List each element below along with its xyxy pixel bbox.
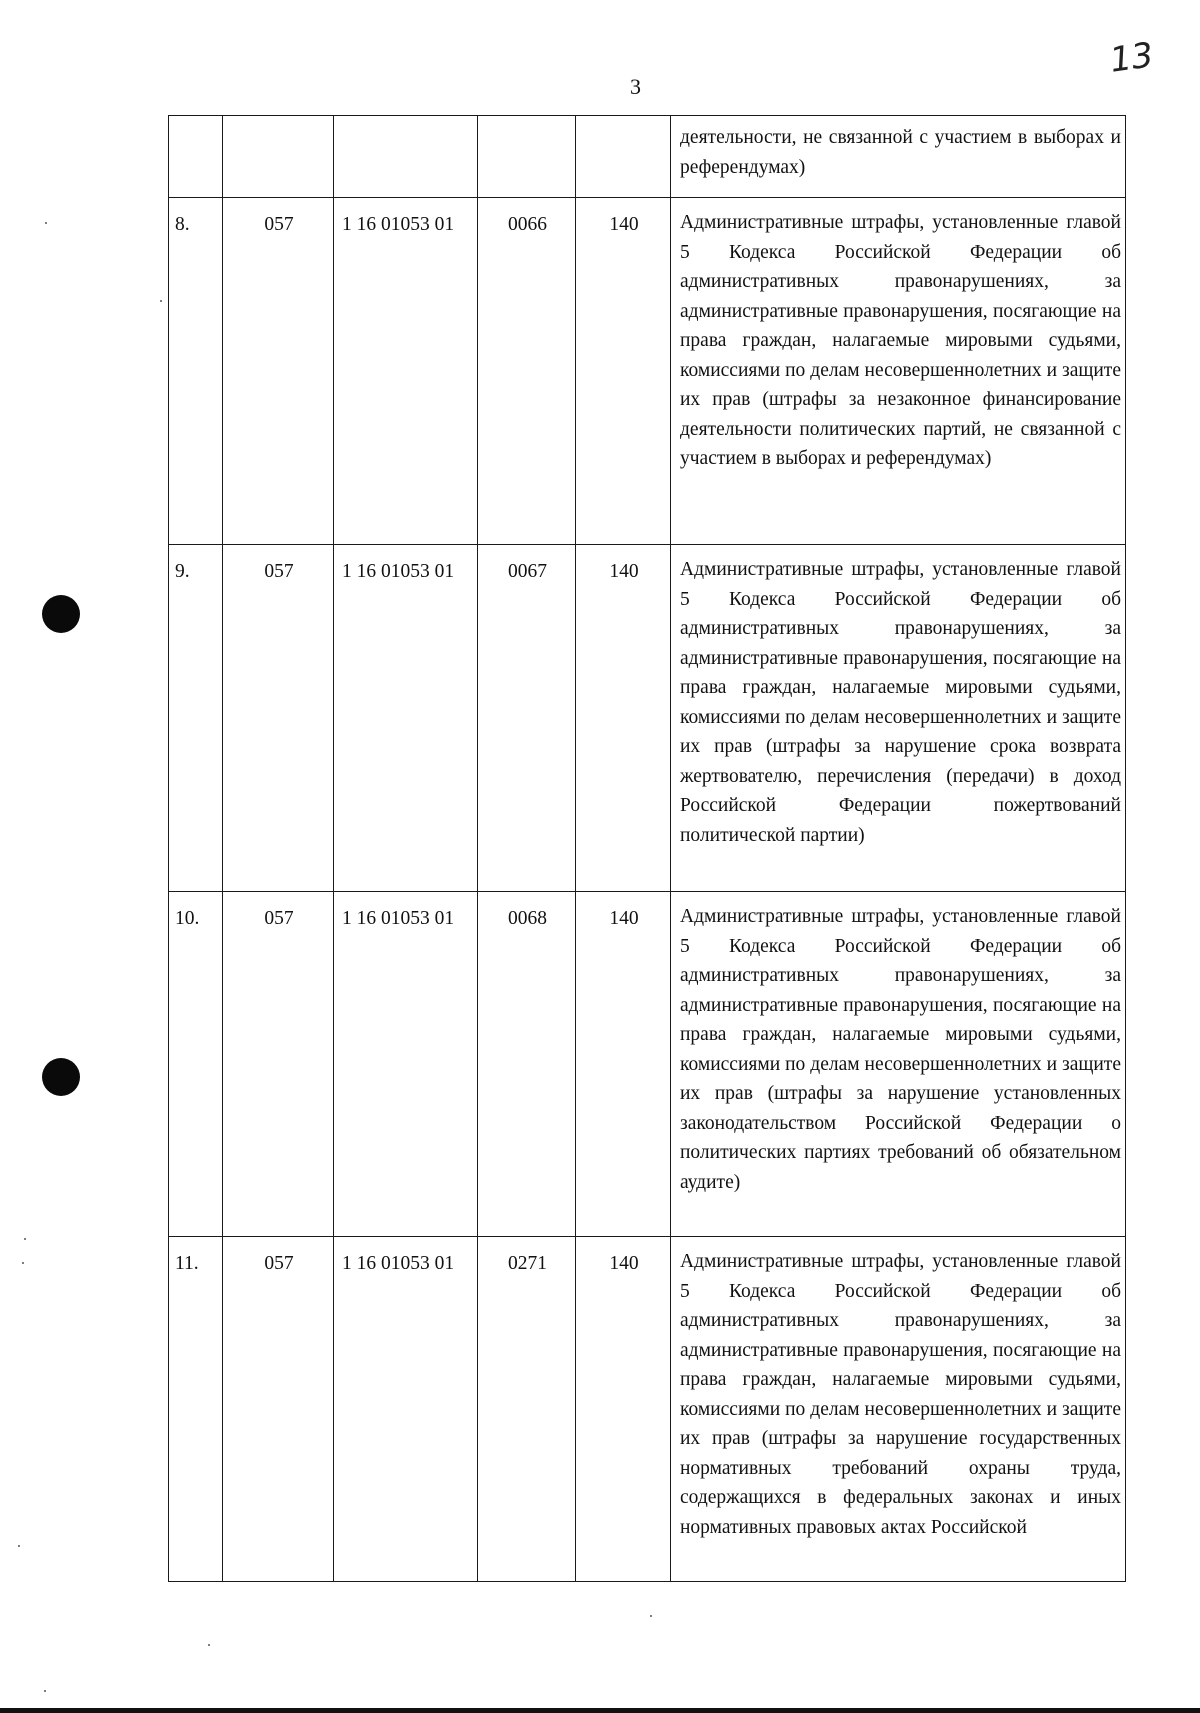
table-row	[169, 545, 1126, 892]
administrator-code-cell	[223, 116, 334, 198]
budget-classification-code-cell: 1 16 01053 01	[334, 1237, 478, 1582]
subcode-cell	[478, 116, 576, 198]
scan-speck	[208, 1644, 210, 1646]
punch-hole-upper	[42, 595, 80, 633]
revenue-codes-table	[168, 115, 1126, 1582]
income-kind-cell	[576, 116, 671, 198]
page-number: 3	[630, 74, 641, 99]
budget-classification-code-cell: 1 16 01053 01	[334, 892, 478, 1237]
administrator-code-cell: 057	[223, 892, 334, 1237]
budget-classification-code-cell: 1 16 01053 01	[334, 198, 478, 545]
subcode-cell: 0067	[478, 545, 576, 892]
table-row	[169, 1237, 1126, 1582]
subcode-cell: 0068	[478, 892, 576, 1237]
income-kind-cell: 140	[576, 892, 671, 1237]
scan-speck	[22, 1262, 24, 1264]
scan-speck	[650, 1615, 652, 1617]
subcode-cell: 0066	[478, 198, 576, 545]
scan-speck	[44, 1690, 46, 1692]
income-kind-cell: 140	[576, 198, 671, 545]
administrator-code-cell: 057	[223, 545, 334, 892]
budget-classification-code-cell	[334, 116, 478, 198]
description-cell: Административные штрафы, установленные главой 5 Кодекса Российской Федерации об административных правонарушениях, за административные правонарушения, посягающие на права граждан, налагаемые мировыми судьями, комиссиями по делам несовершеннолетних и защите их прав (штрафы за нарушение срока возврата жертвователю, перечисления (передачи) в доход Российской Федерации пожертвований политической партии)	[671, 545, 1126, 892]
row-number-cell	[169, 116, 223, 198]
budget-classification-code-cell: 1 16 01053 01	[334, 545, 478, 892]
administrator-code-cell: 057	[223, 1237, 334, 1582]
subcode-cell: 0271	[478, 1237, 576, 1582]
income-kind-cell: 140	[576, 1237, 671, 1582]
handwritten-page-number: 13	[1107, 35, 1156, 81]
table-row	[169, 116, 1126, 198]
table-row	[169, 892, 1126, 1237]
description-cell: Административные штрафы, установленные главой 5 Кодекса Российской Федерации об административных правонарушениях, за административные правонарушения, посягающие на права граждан, налагаемые мировыми судьями, комиссиями по делам несовершеннолетних и защите их прав (штрафы за нарушение установленных законодательством Российской Федерации о политических партиях требований об обязательном аудите)	[671, 892, 1126, 1237]
scan-speck	[24, 1238, 26, 1240]
scan-speck	[18, 1545, 20, 1547]
table-row	[169, 198, 1126, 545]
scan-speck	[160, 300, 162, 302]
row-number-cell: 9.	[169, 545, 223, 892]
scan-speck	[45, 222, 47, 224]
description-cell: деятельности, не связанной с участием в выборах и референдумах)	[671, 116, 1126, 198]
punch-hole-lower	[42, 1058, 80, 1096]
scan-bottom-border	[0, 1708, 1200, 1713]
income-kind-cell: 140	[576, 545, 671, 892]
description-cell: Административные штрафы, установленные главой 5 Кодекса Российской Федерации об административных правонарушениях, за административные правонарушения, посягающие на права граждан, налагаемые мировыми судьями, комиссиями по делам несовершеннолетних и защите их прав (штрафы за нарушение государственных нормативных требований охраны труда, содержащихся в федеральных законах и иных нормативных правовых актах Российской	[671, 1237, 1126, 1582]
row-number-cell: 10.	[169, 892, 223, 1237]
administrator-code-cell: 057	[223, 198, 334, 545]
row-number-cell: 8.	[169, 198, 223, 545]
row-number-cell: 11.	[169, 1237, 223, 1582]
description-cell: Административные штрафы, установленные главой 5 Кодекса Российской Федерации об административных правонарушениях, за административные правонарушения, посягающие на права граждан, налагаемые мировыми судьями, комиссиями по делам несовершеннолетних и защите их прав (штрафы за незаконное финансирование деятельности политических партий, не связанной с участием в выборах и референдумах)	[671, 198, 1126, 545]
